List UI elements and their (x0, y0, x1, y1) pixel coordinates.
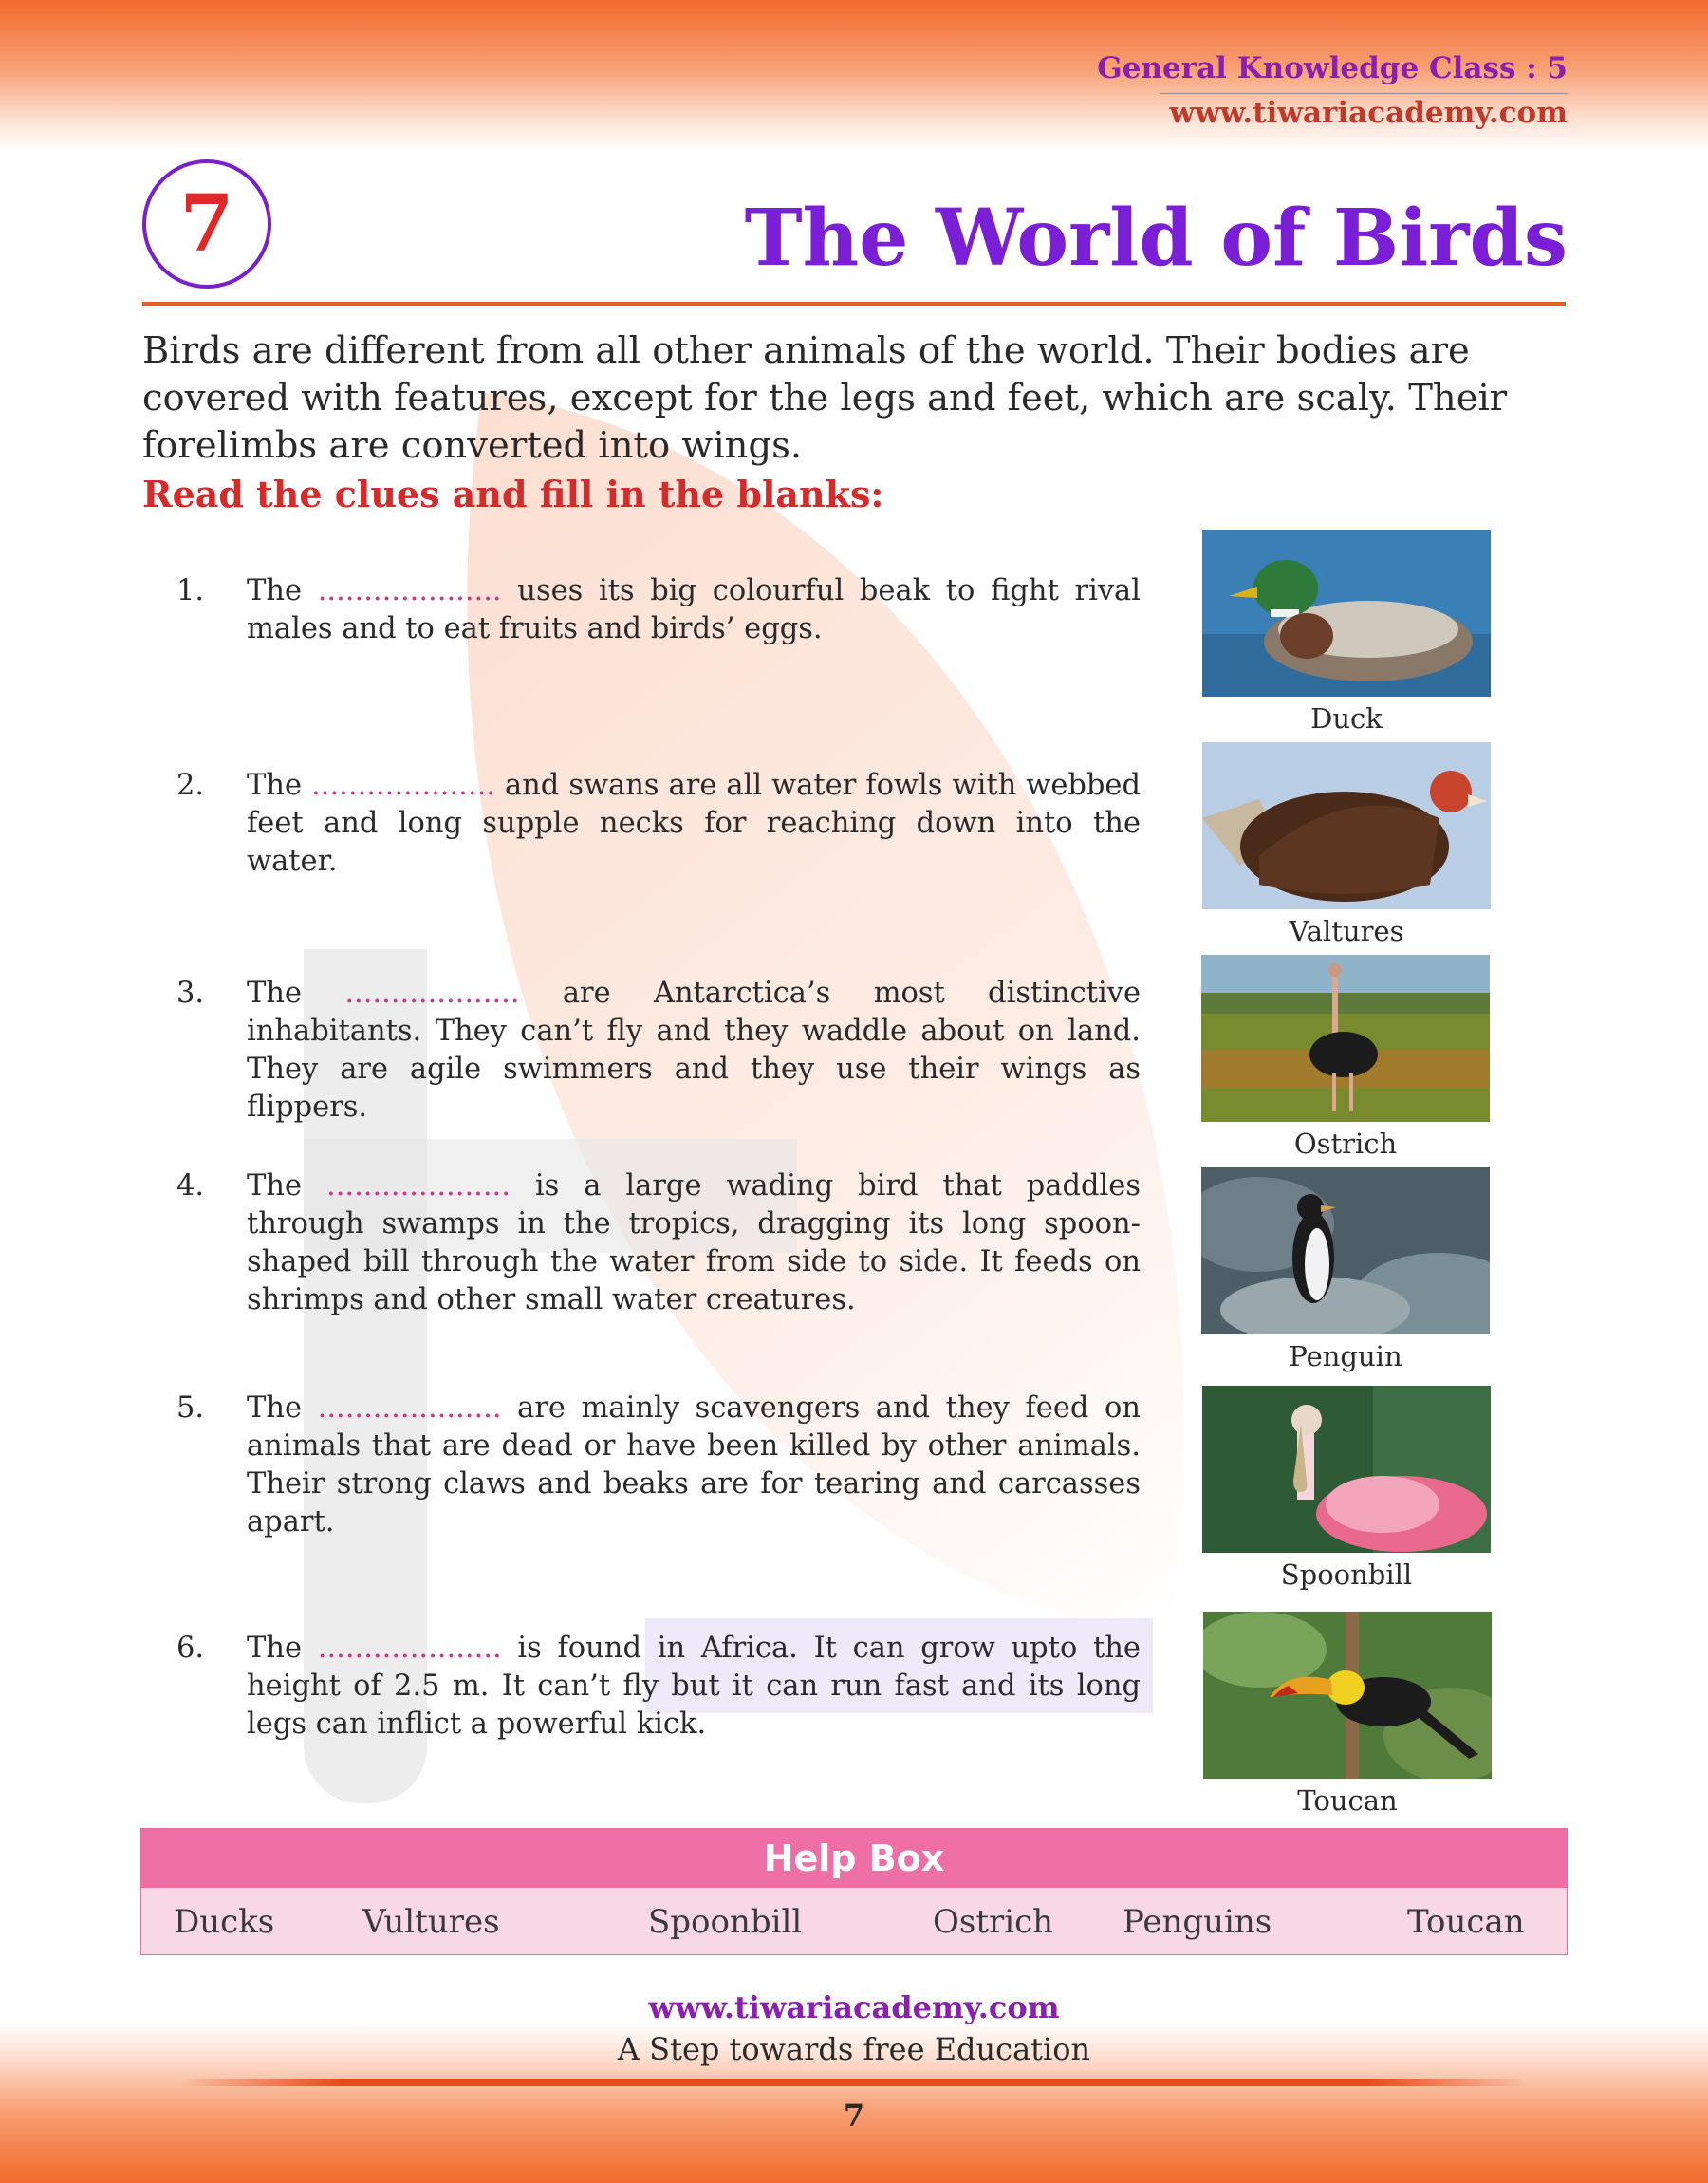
question-text (247, 1167, 1141, 1319)
answer-blank[interactable]: .................... (326, 1169, 511, 1203)
bird-figure-spoonbill (1202, 1386, 1491, 1591)
question-clue: are Antarctica’s most distinctive inhabitants. They can’t fly and they waddle about on land. They are agile swimmers and they use their wings as flippers. (247, 977, 1141, 1124)
question-clue: is found in Africa. It can grow upto the height of 2.5 m. It can’t fly but it can run fast and its long legs can inflict a powerful kick. (247, 1632, 1141, 1741)
bird-caption: Toucan (1297, 1784, 1398, 1817)
chapter-number-badge (142, 159, 271, 289)
question-text (247, 572, 1141, 648)
bird-figure-duck (1202, 530, 1491, 735)
help-box-words (141, 1888, 1567, 1954)
question-clue: and swans are all water fowls with webbed feet and long supple necks for reaching down into the water. (247, 769, 1142, 878)
help-word: Ducks (174, 1903, 275, 1941)
bird-caption: Spoonbill (1280, 1558, 1413, 1591)
help-box-title: Help Box (141, 1829, 1567, 1888)
question-prefix: The (247, 1632, 303, 1665)
question-clue: is a large wading bird that paddles through swamps in the tropics, dragging its long spoon-shaped bill through the water from side to side. It feeds on shrimps and other small water creatures. (247, 1169, 1141, 1316)
question-prefix: The (247, 977, 303, 1010)
question-prefix: The (247, 574, 303, 607)
help-word: Penguins (1123, 1903, 1272, 1941)
answer-blank[interactable]: .................... (317, 1391, 502, 1425)
bird-figure-toucan (1203, 1612, 1492, 1817)
header-class-label: General Knowledge Class : 5 (1097, 51, 1568, 85)
question-item (176, 767, 1141, 881)
help-word: Ostrich (933, 1903, 1054, 1941)
toucan-photo-icon (1203, 1612, 1492, 1779)
bird-figure-penguin (1201, 1167, 1490, 1372)
question-number: 4. (176, 1169, 205, 1203)
answer-blank[interactable]: .................... (317, 574, 502, 607)
help-word: Toucan (1407, 1903, 1525, 1941)
penguin-photo-icon (1201, 1167, 1490, 1334)
chapter-number: 7 (179, 178, 234, 270)
question-number: 1. (176, 574, 205, 607)
help-word: Spoonbill (648, 1903, 803, 1941)
help-box (140, 1828, 1568, 1955)
title-divider (142, 302, 1566, 306)
header-url[interactable]: www.tiwariacademy.com (1169, 96, 1568, 130)
question-item (176, 572, 1141, 648)
answer-blank[interactable]: ................... (344, 977, 520, 1010)
question-text (247, 975, 1141, 1127)
question-number: 6. (176, 1632, 205, 1665)
question-number: 2. (176, 769, 205, 802)
spoonbill-photo-icon (1202, 1386, 1491, 1553)
help-word: Vultures (362, 1903, 500, 1941)
question-prefix: The (247, 769, 303, 802)
footer-url[interactable]: www.tiwariacademy.com (648, 1989, 1060, 2025)
question-prefix: The (247, 1391, 303, 1425)
question-text (247, 1390, 1141, 1541)
answer-blank[interactable]: .................... (311, 769, 495, 802)
bird-caption: Penguin (1289, 1340, 1402, 1372)
answer-blank[interactable]: .................... (317, 1632, 502, 1665)
question-prefix: The (247, 1169, 303, 1203)
instruction-heading: Read the clues and fill in the blanks: (142, 473, 884, 515)
footer-tagline: A Step towards free Education (617, 2031, 1091, 2067)
question-clue: are mainly scavengers and they feed on animals that are dead or have been killed by other animals. Their strong claws and beaks are for tearing and carcasses apart. (247, 1391, 1141, 1539)
bird-caption: Duck (1310, 702, 1383, 735)
page-number: 7 (843, 2098, 865, 2134)
duck-photo-icon (1202, 530, 1491, 697)
question-number: 5. (176, 1391, 205, 1425)
header-divider (1160, 93, 1568, 94)
question-item (176, 1390, 1141, 1541)
question-clue: uses its big colourful beak to fight rival males and to eat fruits and birds’ eggs. (247, 574, 1141, 645)
bird-caption: Valtures (1289, 915, 1404, 947)
bird-caption: Ostrich (1293, 1128, 1398, 1160)
question-number: 3. (176, 977, 205, 1010)
intro-paragraph: Birds are different from all other animals of the world. Their bodies are covered with features, except for the legs and feet, which are scaly. Their forelimbs are converted into wings. (142, 329, 1508, 467)
question-text (247, 1630, 1141, 1744)
bird-figure-vulture (1202, 742, 1491, 947)
question-item (176, 1630, 1141, 1744)
question-item (176, 975, 1141, 1127)
footer-divider (180, 2079, 1528, 2086)
vulture-photo-icon (1202, 742, 1491, 909)
question-text (247, 767, 1141, 881)
page-title: The World of Birds (744, 193, 1568, 284)
bird-figure-ostrich (1201, 955, 1490, 1160)
ostrich-photo-icon (1201, 955, 1490, 1122)
question-item (176, 1167, 1141, 1319)
